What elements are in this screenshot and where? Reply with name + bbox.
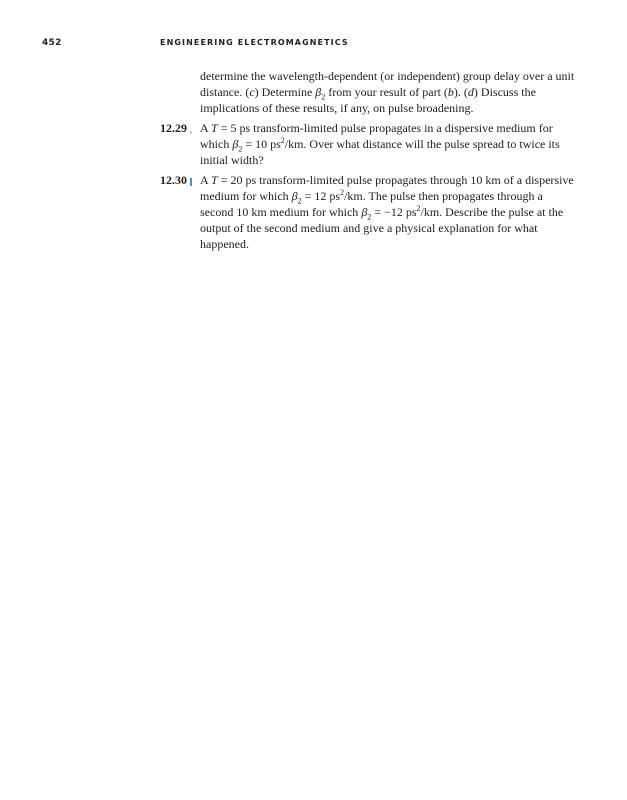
- running-title: ENGINEERING ELECTROMAGNETICS: [160, 38, 349, 47]
- problem-text: A T = 5 ps transform-limited pulse propagates in a dispersive medium for which $\beta_2 = 10$ $ps^2/km$. Over what distance will the pulse spread to twice its initial width?: [200, 121, 560, 167]
- difficulty-marker-icon: [190, 123, 192, 134]
- page-header: [0, 38, 627, 52]
- problem-text: A T = 20 ps transform-limited pulse propagates through 10 km of a dispersive medium for which $\beta_2 = 12$ $ps^2/km$. The pulse then propagates through a second 10 km medium for which $\beta_2 = -12$ $ps^2/km$. Describe the pulse at the output of the second medium and give a physical explanation for what happened.: [200, 173, 574, 251]
- problem-number: 12.29: [160, 121, 187, 135]
- continuation-paragraph: determine the wavelength-dependent (or independent) group delay over a unit distance. (c) Determine $\beta_2$ from your result of part (b). (d) Discuss the implications of these results, if any, on pulse broadening.: [200, 69, 575, 115]
- difficulty-marker-icon: [190, 175, 192, 186]
- problem-12-29: [0, 120, 627, 168]
- problem-number: 12.30: [160, 173, 187, 187]
- page-body: [0, 68, 627, 252]
- problem-12-30: [0, 172, 627, 252]
- page-number: 452: [42, 38, 62, 48]
